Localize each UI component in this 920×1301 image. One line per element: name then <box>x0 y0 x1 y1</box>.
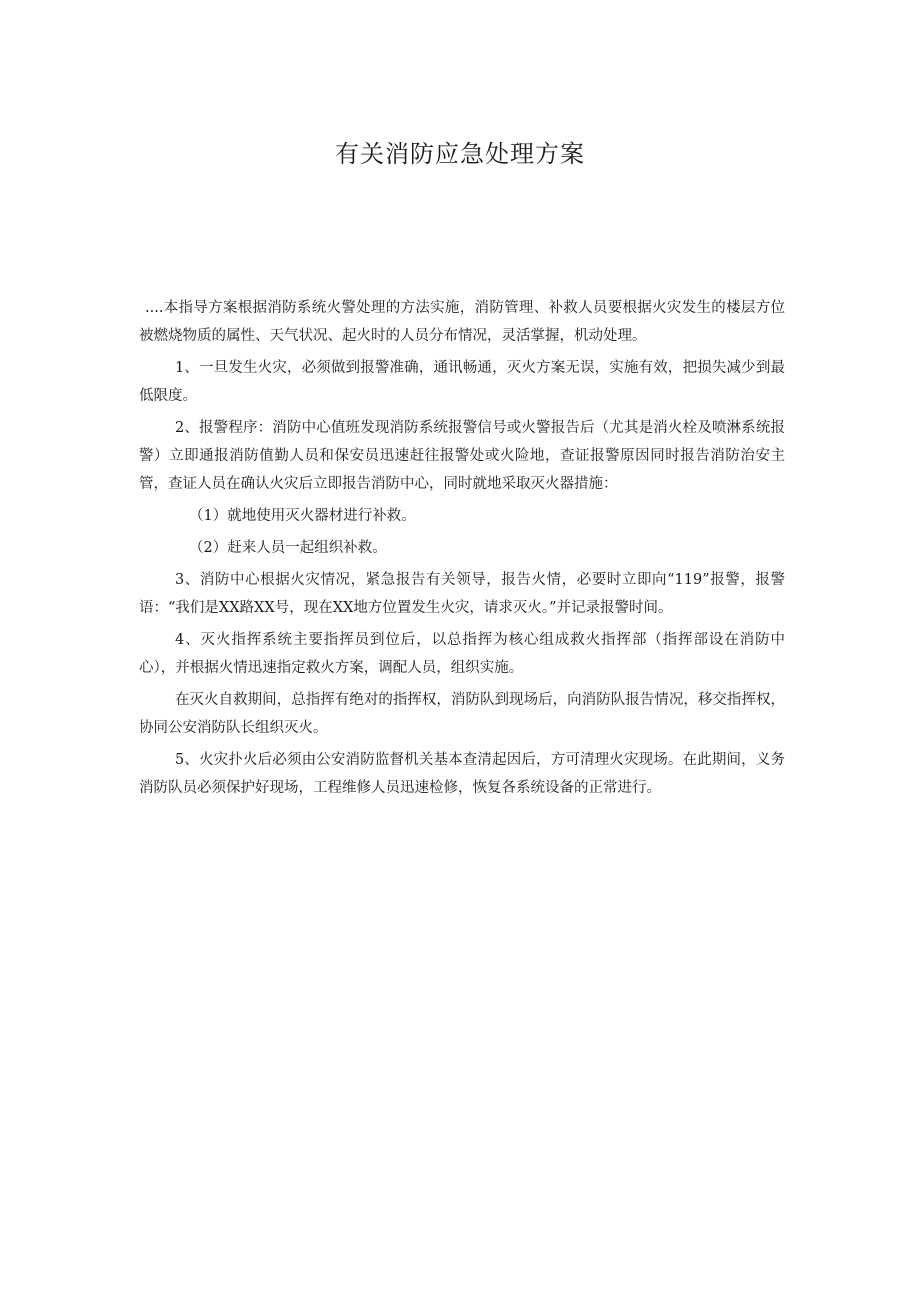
paragraph-command: 在灭火自救期间，总指挥有绝对的指挥权，消防队到现场后，向消防队报告情况，移交指挥权，协同公安消防队长组织灭火。 <box>139 692 785 736</box>
paragraph-item-5: 5、火灾扑火后必须由公安消防监督机关基本查清起因后，方可清理火灾现场。在此期间，义务消防队员必须保护好现场，工程维修人员迅速检修，恢复各系统设备的正常进行。 <box>139 752 785 796</box>
document-title: 有关消防应急处理方案 <box>335 140 585 168</box>
paragraph-subitem-2: （2）赶来人员一起组织补救。 <box>189 540 387 556</box>
paragraph-item-4: 4、灭火指挥系统主要指挥员到位后，以总指挥为核心组成救火指挥部（指挥部设在消防中心），并根据火情迅速指定救火方案，调配人员，组织实施。 <box>139 632 785 676</box>
paragraph-item-1: 1、一旦发生火灾，必须做到报警准确，通讯畅通，灭火方案无误，实施有效，把损失减少到最低限度。 <box>139 360 785 404</box>
paragraph-subitem-1: （1）就地使用灭火器材进行补救。 <box>189 508 416 524</box>
paragraph-item-2: 2、报警程序：消防中心值班发现消防系统报警信号或火警报告后（尤其是消火栓及喷淋系统报警）立即通报消防值勤人员和保安员迅速赶往报警处或火险地，查证报警原因同时报告消防治安主管，查证人员在确认火灾后立即报告消防中心，同时就地采取灭火器措施： <box>139 420 785 492</box>
paragraph-item-3: 3、消防中心根据火灾情况，紧急报告有关领导，报告火情，必要时立即向“119”报警，报警语：“我们是XX路XX号，现在XX地方位置发生火灾，请求灭火。”并记录报警时间。 <box>139 572 785 616</box>
document-body <box>139 294 785 806</box>
paragraph-intro: ....本指导方案根据消防系统火警处理的方法实施，消防管理、补救人员要根据火灾发生的楼层方位被燃烧物质的属性、天气状况、起火时的人员分布情况，灵活掌握，机动处理。 <box>139 300 785 344</box>
